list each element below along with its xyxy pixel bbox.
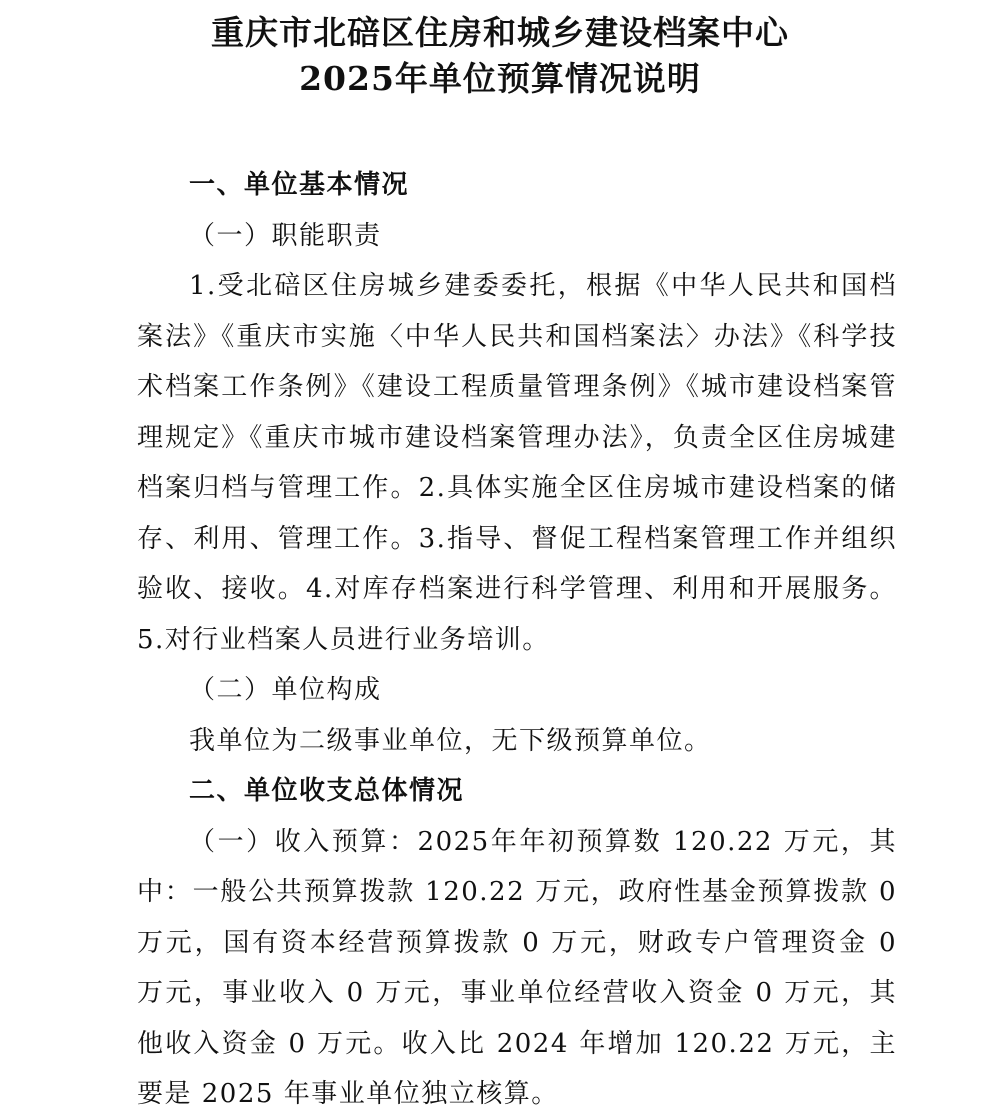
section1-sub2-heading: （二）单位构成: [189, 675, 382, 705]
document-title-line2: 2025年单位预算情况说明: [299, 59, 701, 98]
section2-sub1-paragraph: （一）收入预算：2025年年初预算数 120.22 万元，其中：一般公共预算拨款 120.22 万元，政府性基金预算拨款 0 万元，国有资本经营预算拨款 0 万元，财政专户管理资金 0 万元，事业收入 0 万元，事业单位经营收入资金 0 万元，其他收入资金 0 万元。收入比 2024 年增加 120.22 万元，主要是 2025 年事业单位独立核算。: [137, 826, 897, 1109]
section1-sub1-paragraph: 1.受北碚区住房城乡建委委托，根据《中华人民共和国档案法》《重庆市实施〈中华人民共和国档案法〉办法》《科学技术档案工作条例》《建设工程质量管理条例》《城市建设档案管理规定》《重庆市城市建设档案管理办法》，负责全区住房城建档案归档与管理工作。2.具体实施全区住房城市建设档案的储存、利用、管理工作。3.指导、督促工程档案管理工作并组织验收、接收。4.对库存档案进行科学管理、利用和开展服务。5.对行业档案人员进行业务培训。: [137, 271, 897, 655]
section1-heading: 一、单位基本情况: [189, 170, 410, 200]
section2-heading: 二、单位收支总体情况: [189, 776, 465, 806]
title-block: [0, 10, 1000, 102]
section1-sub1-heading: （一）职能职责: [189, 220, 382, 251]
document-title-line1: 重庆市北碚区住房和城乡建设档案中心: [211, 13, 789, 52]
section1-sub2-paragraph: 我单位为二级事业单位，无下级预算单位。: [189, 725, 712, 756]
document-body: [137, 160, 897, 1120]
